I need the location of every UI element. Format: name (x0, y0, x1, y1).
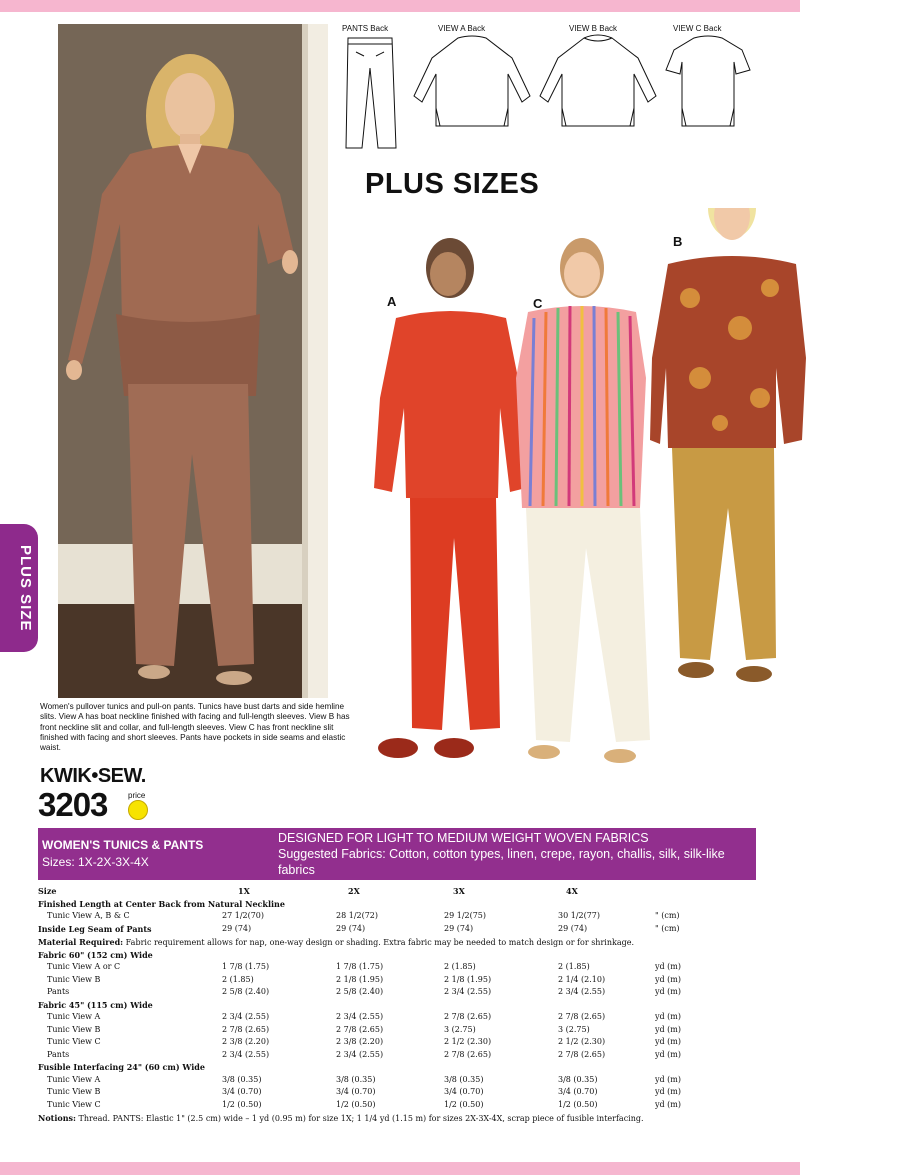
finished-length-heading (38, 899, 763, 912)
back-view-label-pants: PANTS Back (342, 24, 389, 33)
cell-3x: 29 1/2(75) (444, 911, 487, 920)
view-illustrations (350, 208, 810, 788)
table-row (38, 1050, 763, 1063)
cell-2x: 2 3/8 (2.20) (336, 1037, 384, 1046)
view-letter-b: B (673, 234, 683, 249)
cell-unit: yd (m) (655, 987, 682, 996)
cell-3x: 2 1/8 (1.95) (444, 974, 492, 984)
table-row (38, 1100, 763, 1113)
cell-2x: 2 5/8 (2.40) (336, 987, 384, 996)
fabric60-heading-text: Fabric 60" (152 cm) Wide (38, 949, 153, 960)
cell-1x: 3/4 (0.70) (222, 1087, 262, 1096)
cell-unit: yd (m) (655, 1012, 682, 1021)
chart-header-2x: 2X (348, 886, 360, 896)
cell-unit: yd (m) (655, 1049, 682, 1059)
pattern-description: Women's pullover tunics and pull-on pants. Tunics have bust darts and side hemline slits. View A has boat neckline finished with facing and full-length sleeves. View B has front neckline slit and collar, and full-length sleeves. View C has front neckline slit finished with facing and short sleeves. Pants have pockets in side seams and elastic waist. (40, 702, 350, 753)
row-label: Pants (47, 1049, 70, 1059)
cell-1x: 1/2 (0.50) (222, 1099, 262, 1109)
cell-unit: yd (m) (655, 974, 682, 984)
cell-3x: 2 1/2 (2.30) (444, 1037, 492, 1046)
cell-3x: 2 (1.85) (444, 962, 476, 971)
row-label: Tunic View A, B & C (47, 911, 130, 920)
cell-1x: 3/8 (0.35) (222, 1074, 262, 1084)
table-row (38, 924, 763, 937)
fabric45-heading (38, 1000, 763, 1013)
row-label: Tunic View C (47, 1099, 101, 1109)
cell-3x: 2 7/8 (2.65) (444, 1049, 492, 1059)
row-label: Tunic View C (47, 1037, 101, 1046)
row-label: Inside Leg Seam of Pants (38, 923, 152, 934)
cell-2x: 3/4 (0.70) (336, 1087, 376, 1096)
notions-label: Notions: (38, 1113, 76, 1123)
cell-3x: 2 3/4 (2.55) (444, 987, 492, 996)
cell-unit: yd (m) (655, 1024, 682, 1034)
cell-4x: 30 1/2(77) (558, 911, 601, 920)
interfacing-heading (38, 1062, 763, 1075)
row-label: Tunic View A (47, 1074, 101, 1084)
cell-unit: " (cm) (655, 923, 680, 933)
top-pink-strip (0, 0, 800, 12)
cell-2x: 1 7/8 (1.75) (336, 962, 384, 971)
cell-1x: 2 (1.85) (222, 974, 254, 984)
cell-4x: 2 1/2 (2.30) (558, 1037, 606, 1046)
finished-length-heading-text: Finished Length at Center Back from Natural Neckline (38, 898, 285, 909)
cell-4x: 2 1/4 (2.10) (558, 974, 606, 984)
yardage-chart (38, 886, 763, 1126)
table-row (38, 1025, 763, 1038)
material-required (38, 936, 763, 950)
title-band (38, 828, 756, 880)
interfacing-heading-text: Fusible Interfacing 24" (60 cm) Wide (38, 1062, 205, 1072)
cell-2x: 2 3/4 (2.55) (336, 1049, 384, 1059)
chart-header-4x: 4X (566, 886, 578, 896)
back-view-label-b: VIEW B Back (569, 24, 618, 33)
chart-header-3x: 3X (453, 886, 465, 896)
table-row (38, 1037, 763, 1050)
table-row (38, 911, 763, 924)
cell-1x: 27 1/2(70) (222, 911, 265, 920)
cell-3x: 2 7/8 (2.65) (444, 1012, 492, 1021)
plus-sizes-headline: PLUS SIZES (365, 168, 540, 200)
cell-unit: yd (m) (655, 1074, 682, 1084)
cell-unit: yd (m) (655, 1087, 682, 1096)
cell-1x: 1 7/8 (1.75) (222, 962, 270, 971)
view-letter-c: C (533, 296, 543, 311)
material-text: Fabric requirement allows for nap, one-way design or shading. Extra fabric may be needed to match design or for shrinkage. (123, 938, 635, 947)
cell-unit: yd (m) (655, 962, 682, 971)
cell-4x: 2 7/8 (2.65) (558, 1012, 606, 1021)
fabric45-rows (38, 1012, 763, 1062)
fabric60-rows (38, 962, 763, 1000)
cell-1x: 2 5/8 (2.40) (222, 987, 270, 996)
cell-2x: 29 (74) (336, 923, 366, 933)
brand-logo: KWIK•SEW. (40, 765, 146, 787)
cell-3x: 3/8 (0.35) (444, 1074, 484, 1084)
side-tab-label: PLUS SIZE (17, 544, 34, 632)
figure-view-a (374, 238, 526, 758)
model-photo (58, 24, 328, 698)
cell-4x: 29 (74) (558, 923, 588, 933)
table-row (38, 1012, 763, 1025)
cell-4x: 2 7/8 (2.65) (558, 1049, 606, 1059)
fabric60-heading (38, 950, 763, 963)
figure-view-c (516, 238, 650, 763)
cell-3x: 29 (74) (444, 923, 474, 933)
row-label: Tunic View A or C (47, 962, 121, 971)
cell-2x: 28 1/2(72) (336, 911, 379, 920)
pattern-number: 3203 (38, 786, 108, 823)
cell-4x: 2 (1.85) (558, 962, 590, 971)
suggested-fabrics: Suggested Fabrics: Cotton, cotton types, linen, crepe, rayon, challis, silk, silk-like fabrics (278, 847, 725, 877)
chart-header-1x: 1X (238, 886, 250, 896)
view-letter-a: A (387, 294, 397, 309)
table-row (38, 962, 763, 975)
table-row (38, 975, 763, 988)
cell-unit: yd (m) (655, 1037, 682, 1046)
table-row (38, 987, 763, 1000)
pattern-title: WOMEN'S TUNICS & PANTS (42, 838, 204, 852)
cell-1x: 2 3/4 (2.55) (222, 1049, 270, 1059)
cell-2x: 2 7/8 (2.65) (336, 1024, 384, 1034)
cell-2x: 2 1/8 (1.95) (336, 974, 384, 984)
cell-1x: 29 (74) (222, 923, 252, 933)
row-label: Tunic View B (47, 1024, 101, 1034)
side-tab (0, 524, 38, 652)
back-view-label-c: VIEW C Back (673, 24, 722, 33)
interfacing-rows (38, 1075, 763, 1113)
material-label: Material Required: (38, 937, 124, 947)
bottom-pink-strip (0, 1162, 800, 1175)
cell-4x: 3 (2.75) (558, 1024, 590, 1034)
cell-2x: 3/8 (0.35) (336, 1074, 376, 1084)
chart-header-row (38, 886, 763, 899)
notions (38, 1112, 763, 1126)
cell-1x: 2 3/4 (2.55) (222, 1012, 270, 1021)
notions-text: Thread. PANTS: Elastic 1" (2.5 cm) wide – 1 yd (0.95 m) for size 1X; 1 1/4 yd (1.15 m) for sizes 2X-3X-4X, scrap piece of fusible interfacing. (76, 1114, 644, 1123)
cell-1x: 2 3/8 (2.20) (222, 1037, 270, 1046)
pattern-sizes: Sizes: 1X-2X-3X-4X (42, 855, 149, 869)
cell-3x: 3/4 (0.70) (444, 1087, 484, 1096)
designed-for: DESIGNED FOR LIGHT TO MEDIUM WEIGHT WOVEN FABRICS (278, 831, 649, 845)
cell-2x: 2 3/4 (2.55) (336, 1012, 384, 1021)
cell-3x: 1/2 (0.50) (444, 1099, 484, 1109)
cell-2x: 1/2 (0.50) (336, 1099, 376, 1109)
price-dot (128, 800, 148, 820)
row-label: Tunic View A (47, 1012, 101, 1021)
cell-4x: 2 3/4 (2.55) (558, 987, 606, 996)
cell-4x: 3/4 (0.70) (558, 1087, 598, 1096)
row-label: Pants (47, 987, 70, 996)
price-label: price (128, 791, 146, 800)
figure-view-b (650, 208, 806, 682)
cell-unit: yd (m) (655, 1099, 682, 1109)
cell-3x: 3 (2.75) (444, 1024, 476, 1034)
chart-header-size: Size (38, 886, 57, 896)
cell-4x: 3/8 (0.35) (558, 1074, 598, 1084)
fabric45-heading-text: Fabric 45" (115 cm) Wide (38, 999, 153, 1010)
table-row (38, 1075, 763, 1088)
cell-1x: 2 7/8 (2.65) (222, 1024, 270, 1034)
cell-4x: 1/2 (0.50) (558, 1099, 598, 1109)
cell-unit: " (cm) (655, 911, 680, 920)
back-view-label-a: VIEW A Back (438, 24, 486, 33)
row-label: Tunic View B (47, 974, 101, 984)
table-row (38, 1087, 763, 1100)
back-view-drawings (336, 22, 796, 154)
row-label: Tunic View B (47, 1087, 101, 1096)
